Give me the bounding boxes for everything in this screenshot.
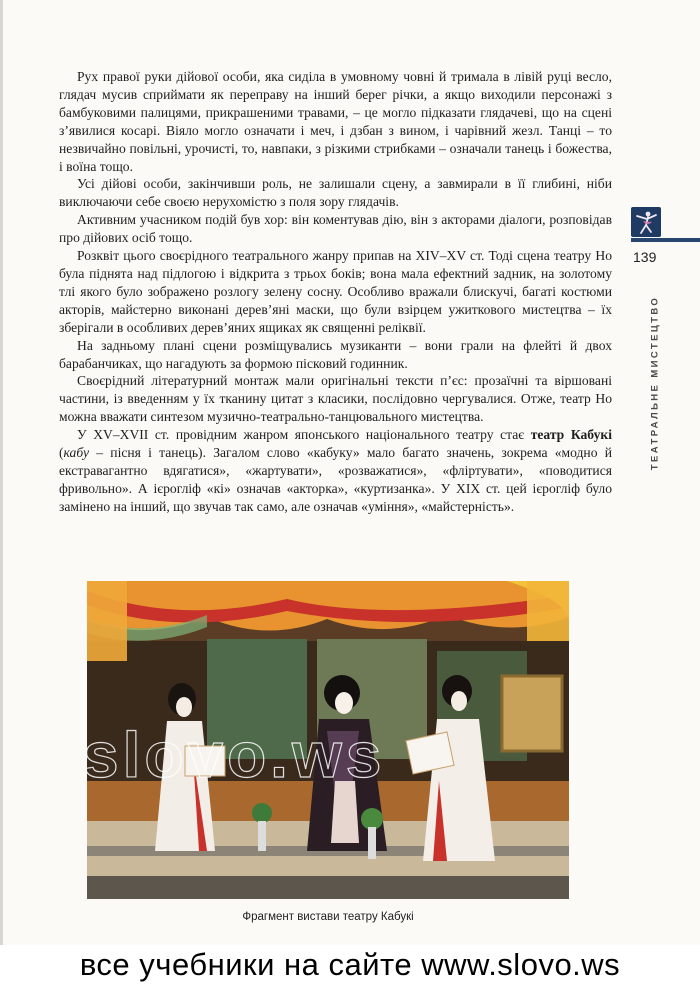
paragraph-3: Активним учасником подій був хор: він коментував дію, він з акторами діалоги, розповідав про дійових осіб тощо. (59, 212, 612, 246)
paragraph-2: Усі дійові особи, закінчивши роль, не залишали сцену, а завмирали в її глибині, ніби виключаючи себе своєю нерухомістю з поля зору глядачів. (59, 176, 612, 210)
kabuki-term: театр Кабукі (530, 427, 612, 443)
paragraph-7-part-b: ( (59, 445, 64, 461)
paragraph-1: Рух правої руки дійової особи, яка сиділа в умовному човні й тримала в лівій руці весло, глядач мусив сприймати як переправу на інший берег річки, а якщо виходили персонажі з бамбуковими палицями, прикрашеними травами, – це могло підказати глядачеві, що на сцені з’явилися косарі. Віяло могло означати і меч, і дзбан з вином, і чарівний жезл. Танці – то незвичайно повільні, урочисті, то, навпаки, з різкими стрибками – означали танець і божества, і воїна тощо. (59, 69, 612, 174)
paragraph-4: Розквіт цього своєрідного театрального жанру припав на XIV–XV ст. Тоді сцена театру Но була піднята над підлогою і відкрита з трьох боків; вона мала ефектний задник, на золотому тлі якого було зображено розлогу зелену сосну. Особливо вражали блискучі, багаті костюми акторів, майстерно виконані дерев’яні маски, що були взірцем ужиткового мистецтва – їх зберігали в особливих дерев’яних ящиках як священні реліквії. (59, 248, 612, 335)
section-divider (631, 238, 700, 242)
dancer-icon (631, 207, 661, 237)
page-number: 139 (633, 249, 657, 265)
photo-watermark: slovo.ws (83, 719, 386, 791)
article-body (59, 68, 612, 516)
paragraph-7 (59, 426, 612, 516)
paragraph-6: Своєрідний літературний монтаж мали оригінальні тексти п’єс: прозаїчні та віршовані частини, із введенням у їх тканину цитат з класики, послідовно чергувалися. Отже, театр Но можна вважати синтезом музично-театрально-танцювального мистецтва. (59, 373, 612, 425)
footer-banner: все учебники на сайте www.slovo.ws (79, 947, 621, 982)
paragraph-7-part-c: – пісня і танець). Загалом слово «кабуку» мало багато значень, зокрема «модно й екстравагантно вдягатися», «жартувати», «розважатися», «фліртувати», «поводитися фривольно». А ієрогліф «кі» означав «акторка», «куртизанка». У XIX ст. цей ієрогліф було замінено на інший, що звучав так само, але означав «уміння», «майстерність». (59, 445, 612, 514)
paragraph-7-part-a: У XV–XVII ст. провідним жанром японського національного театру стає (77, 427, 531, 443)
photo-caption: Фрагмент вистави театру Кабукі (242, 911, 414, 923)
paragraph-5: На задньому плані сцени розміщувались музиканти – вони грали на флейті й двох барабанчиках, що нагадують за формою пісковий годинник. (59, 337, 612, 371)
section-title: ТЕАТРАЛЬНЕ МИСТЕЦТВО (649, 295, 661, 471)
kabu-term: кабу (63, 445, 90, 461)
